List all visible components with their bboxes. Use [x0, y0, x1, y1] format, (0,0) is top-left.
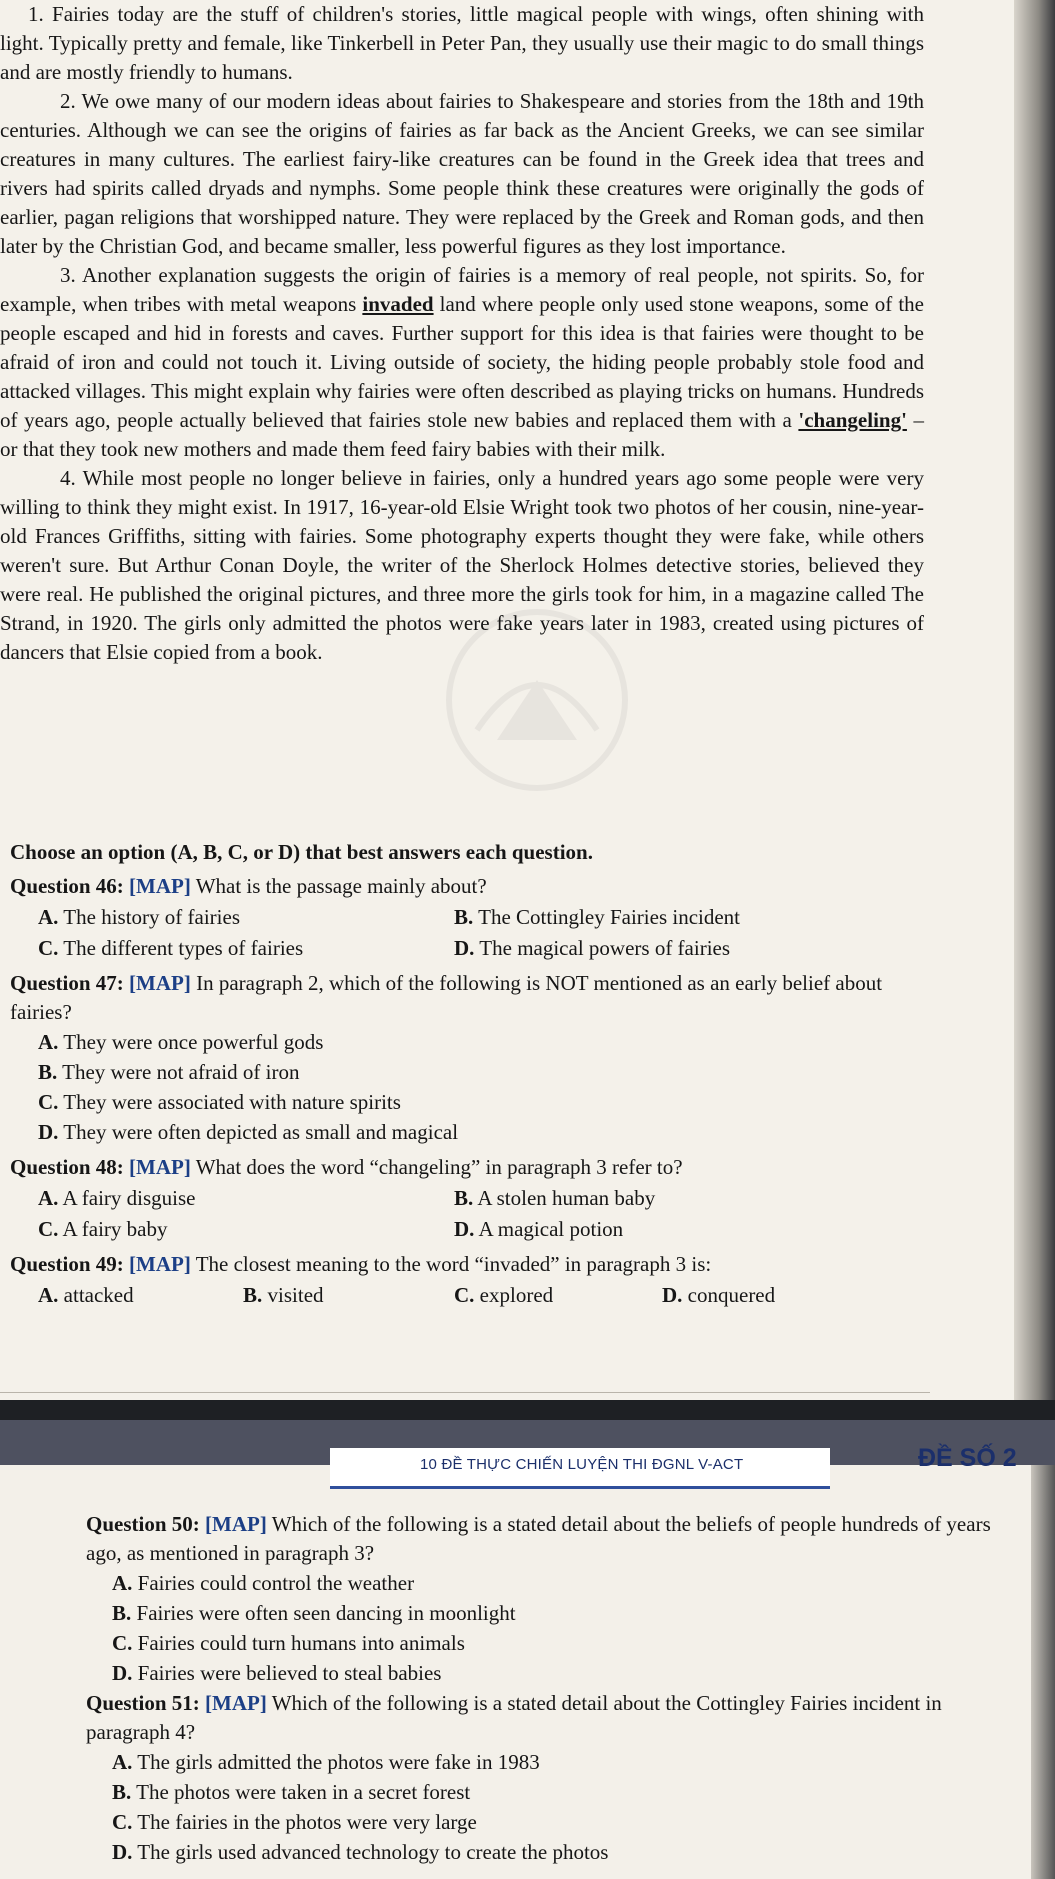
option-47-a[interactable] [38, 1028, 930, 1057]
option-letter: C. [112, 1631, 133, 1655]
option-text: visited [267, 1283, 324, 1307]
option-46-d[interactable] [454, 934, 730, 963]
option-letter: A. [38, 905, 59, 929]
paragraph-3-part-b: land where people only used stone weapons, some of the people escaped and hid in forests and caves. Further support for this idea is that fairies were thought to be afraid of iron and could not touch it. Living outside of society, the hiding people probably stole food and attacked villages. This might explain why fairies were often described as playing tricks on humans. Hundreds of years ago, people actually believed that fairies stole new babies and replaced them with a [0, 292, 925, 432]
option-letter: A. [38, 1186, 59, 1210]
option-text: The different types of fairies [63, 936, 304, 960]
option-48-d[interactable] [454, 1215, 623, 1244]
option-47-c[interactable] [38, 1088, 930, 1117]
option-text: A fairy baby [62, 1217, 168, 1241]
instruction: Choose an option (A, B, C, or D) that best answers each question. [10, 840, 593, 864]
question-47-tag: [MAP] [129, 971, 191, 995]
option-letter: B. [112, 1780, 132, 1804]
question-50-text: Which of the following is a stated detail about the beliefs of people hundreds of years ago, as mentioned in paragraph 3? [86, 1512, 991, 1565]
paragraph-3-part-c: – or that they took new mothers and made them feed fairy babies with their milk. [0, 408, 925, 461]
option-46-b[interactable] [454, 903, 740, 932]
option-48-b[interactable] [454, 1184, 655, 1213]
option-51-b[interactable] [112, 1778, 1006, 1807]
option-letter: D. [112, 1840, 133, 1864]
paragraph-1: 1. Fairies today are the stuff of children's stories, little magical people with wings, often shining with light. Typically pretty and female, like Tinkerbell in Peter Pan, they usually use their magic to do small things and are mostly friendly to humans. [0, 2, 924, 84]
question-50-tag: [MAP] [205, 1512, 267, 1536]
question-48-text: What does the word “changeling” in paragraph 3 refer to? [195, 1155, 683, 1179]
option-text: attacked [63, 1283, 134, 1307]
option-text: A fairy disguise [62, 1186, 196, 1210]
option-letter: C. [38, 936, 59, 960]
paragraph-3-part-a: 3. Another explanation suggests the origin of fairies is a memory of real people, not spirits. So, for example, when tribes with metal weapons [0, 263, 924, 316]
option-letter: C. [454, 1283, 475, 1307]
option-text: They were associated with nature spirits [63, 1090, 401, 1114]
option-letter: D. [454, 936, 475, 960]
option-50-c[interactable] [112, 1629, 1006, 1658]
question-49-options-row [38, 1281, 930, 1310]
option-text: Fairies were often seen dancing in moonlight [136, 1601, 516, 1625]
question-51-number: Question 51: [86, 1691, 200, 1715]
option-50-a[interactable] [112, 1569, 1006, 1598]
questions-page-1 [0, 838, 930, 1312]
paragraph-4: 4. While most people no longer believe in fairies, only a hundred years ago some people were very willing to think they might exist. In 1917, 16-year-old Elsie Wright took two photos of her cousin, nine-year-old Frances Griffiths, sitting with fairies. Some photography experts thought they were fake, while others weren't sure. But Arthur Conan Doyle, the writer of the Sherlock Holmes detective stories, believed they were real. He published the original pictures, and three more the girls took for him, in a magazine called The Strand, in 1920. The girls only admitted the photos were fake years later in 1983, created using pictures of dancers that Elsie copied from a book. [0, 466, 924, 664]
option-text: The fairies in the photos were very large [137, 1810, 477, 1834]
reading-passage [0, 0, 924, 667]
option-text: The photos were taken in a secret forest [136, 1780, 471, 1804]
page-2-edge [1031, 1420, 1055, 1879]
option-50-b[interactable] [112, 1599, 1006, 1628]
page-divider [0, 1392, 930, 1393]
question-48-options-row-2 [38, 1215, 930, 1244]
question-48-options-row-1 [38, 1184, 930, 1213]
option-51-a[interactable] [112, 1748, 1006, 1777]
option-49-b[interactable] [243, 1281, 454, 1310]
option-50-d[interactable] [112, 1659, 1006, 1688]
option-47-b[interactable] [38, 1058, 930, 1087]
question-48-tag: [MAP] [129, 1155, 191, 1179]
question-49 [10, 1250, 930, 1279]
page-1-edge [1014, 0, 1055, 1400]
exam-number: ĐỀ SỐ 2 [918, 1444, 1017, 1472]
questions-page-2 [86, 1510, 1006, 1868]
option-letter: C. [112, 1810, 133, 1834]
question-46-number: Question 46: [10, 874, 124, 898]
question-46-tag: [MAP] [129, 874, 191, 898]
option-letter: D. [38, 1120, 59, 1144]
option-letter: B. [243, 1283, 263, 1307]
option-49-a[interactable] [38, 1281, 243, 1310]
option-letter: D. [662, 1283, 683, 1307]
question-47 [10, 969, 930, 1027]
option-51-d[interactable] [112, 1838, 1006, 1867]
question-51 [86, 1689, 1006, 1747]
option-47-d[interactable] [38, 1118, 930, 1147]
word-invaded: invaded [362, 292, 434, 316]
option-49-c[interactable] [454, 1281, 662, 1310]
option-46-c[interactable] [38, 934, 454, 963]
option-text: Fairies could control the weather [137, 1571, 415, 1595]
option-text: The girls admitted the photos were fake in 1983 [137, 1750, 540, 1774]
option-letter: D. [454, 1217, 475, 1241]
option-text: They were not afraid of iron [62, 1060, 300, 1084]
question-51-tag: [MAP] [205, 1691, 267, 1715]
option-48-a[interactable] [38, 1184, 454, 1213]
question-48 [10, 1153, 930, 1182]
option-text: The Cottingley Fairies incident [478, 905, 741, 929]
option-text: The history of fairies [63, 905, 240, 929]
option-letter: A. [112, 1571, 133, 1595]
option-letter: B. [112, 1601, 132, 1625]
option-letter: B. [38, 1060, 58, 1084]
question-48-number: Question 48: [10, 1155, 124, 1179]
question-47-number: Question 47: [10, 971, 124, 995]
option-46-a[interactable] [38, 903, 454, 932]
option-letter: B. [454, 1186, 474, 1210]
option-49-d[interactable] [662, 1281, 775, 1310]
option-text: conquered [687, 1283, 776, 1307]
option-text: A stolen human baby [477, 1186, 656, 1210]
option-text: A magical potion [478, 1217, 624, 1241]
option-letter: C. [38, 1090, 59, 1114]
option-text: They were often depicted as small and magical [63, 1120, 459, 1144]
option-letter: A. [38, 1283, 59, 1307]
question-46-text: What is the passage mainly about? [195, 874, 487, 898]
option-text: Fairies could turn humans into animals [137, 1631, 465, 1655]
paragraph-3 [0, 261, 924, 464]
option-letter: D. [112, 1661, 133, 1685]
question-50 [86, 1510, 1006, 1568]
option-text: Fairies were believed to steal babies [137, 1661, 442, 1685]
option-48-c[interactable] [38, 1215, 454, 1244]
option-text: The girls used advanced technology to create the photos [137, 1840, 609, 1864]
question-47-text: In paragraph 2, which of the following is NOT mentioned as an early belief about fairies? [10, 971, 883, 1024]
question-50-number: Question 50: [86, 1512, 200, 1536]
question-46-options-row-1 [38, 903, 930, 932]
option-letter: C. [38, 1217, 59, 1241]
option-text: The magical powers of fairies [479, 936, 731, 960]
word-changeling: 'changeling' [798, 408, 907, 432]
question-46-options-row-2 [38, 934, 930, 963]
paragraph-2: 2. We owe many of our modern ideas about fairies to Shakespeare and stories from the 18th and 19th centuries. Although we can see the origins of fairies as far back as the Ancient Greeks, we can see similar creatures in many cultures. The earliest fairy-like creatures can be found in the Greek idea that trees and rivers had spirits called dryads and nymphs. Some people think these creatures were originally the gods of earlier, pagan religions that worshipped nature. They were replaced by the Greek and Roman gods, and then later by the Christian God, and became smaller, less powerful figures as they lost importance. [0, 89, 924, 258]
option-letter: A. [38, 1030, 59, 1054]
option-text: They were once powerful gods [63, 1030, 324, 1054]
option-text: explored [479, 1283, 554, 1307]
question-49-number: Question 49: [10, 1252, 124, 1276]
option-letter: A. [112, 1750, 133, 1774]
question-46 [10, 872, 930, 901]
exam-series-title: 10 ĐỀ THỰC CHIẾN LUYỆN THI ĐGNL V-ACT [420, 1456, 744, 1473]
question-49-tag: [MAP] [129, 1252, 191, 1276]
question-49-text: The closest meaning to the word “invaded” in paragraph 3 is: [195, 1252, 712, 1276]
option-letter: B. [454, 905, 474, 929]
option-51-c[interactable] [112, 1808, 1006, 1837]
question-51-text: Which of the following is a stated detail about the Cottingley Fairies incident in paragraph 4? [86, 1691, 942, 1744]
